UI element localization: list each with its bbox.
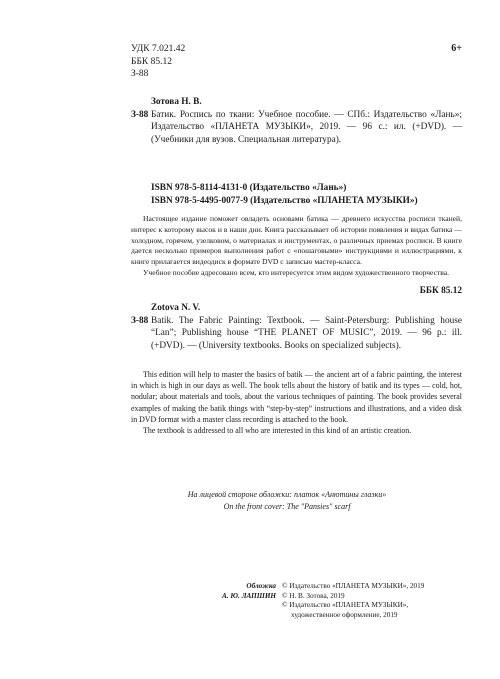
age-rating: 6+ xyxy=(451,43,462,54)
ru-bbk: ББК 85.12 xyxy=(419,286,462,296)
copyright-line: © Н. В. Зотова, 2019 xyxy=(282,591,345,600)
ru-author: Зотова Н. В. xyxy=(151,97,202,107)
copyright-line: © Издательство «ПЛАНЕТА МУЗЫКИ», xyxy=(282,601,409,610)
en-abstract-paragraph: This edition will help to master the basics of batik — the ancient art of a fabric painting, the interest in which is high in our days as well. The book tells about the history of batik and its types — cold, hot, nodular; about materials and tools, about the various techniques of painting. The book provides several examples of making the batik things with “step-by-step” instructions and illustrations, and a video disk in DVD format with a master class recording is attached to the book. xyxy=(131,370,462,424)
ru-description-line xyxy=(131,109,462,147)
copyright-line: художественное оформление, 2019 xyxy=(291,610,398,619)
credits-labels xyxy=(186,582,276,601)
udk-code: УДК 7.021.42 xyxy=(131,44,186,54)
isbn-block xyxy=(151,182,418,207)
bbk-code: ББК 85.12 xyxy=(131,56,172,67)
ru-abstract xyxy=(131,214,462,279)
credit-label: А. Ю. ЛАПШИН xyxy=(222,591,276,600)
en-entry-code: З-88 xyxy=(131,315,149,326)
ru-abstract-paragraph: Настоящее издание поможет овладеть основами батика — древнего искусства росписи тканей, интерес к которому высок и в наши дни. Книга рассказывает об истории появления и видах батика — холодном, горячем, узелковом, о материалах и инструментах, о различных приемах росписи. В книге дается несколько примеров выполнения работ с «пошаговыми» инструкциями и иллюстрациями, к книге прилагается видеодиск в формате DVD с записью мастер-класса. xyxy=(131,214,462,267)
en-abstract xyxy=(131,369,462,436)
en-description: Batik. The Fabric Painting: Textbook. — Saint-Petersburg: Publishing house “Lan”; Publishing house “THE PLANET OF MUSIC”, 2019. — 96 p.: ill. (+DVD). — (University textbooks. Books on specialized subjects). xyxy=(151,315,462,351)
classification-block xyxy=(131,43,185,81)
en-description-line xyxy=(131,315,462,353)
ru-entry-code: З-88 xyxy=(131,109,149,120)
en-author: Zotova N. V. xyxy=(151,303,201,313)
ru-bibliographic-entry xyxy=(131,96,462,146)
en-abstract-paragraph: The textbook is addressed to all who are interested in this kind of an artistic creation. xyxy=(143,426,412,436)
credit-label: Обложка xyxy=(246,582,276,590)
isbn-lan: ISBN 978-5-8114-4131-0 (Издательство «Лань») xyxy=(151,183,347,193)
copyright-notices xyxy=(282,582,482,620)
isbn-planet: ISBN 978-5-4495-0077-9 (Издательство «ПЛАНЕТА МУЗЫКИ») xyxy=(151,195,418,206)
copyright-line: © Издательство «ПЛАНЕТА МУЗЫКИ», 2019 xyxy=(282,582,425,590)
en-bibliographic-entry xyxy=(131,302,462,352)
ru-abstract-paragraph: Учебное пособие адресовано всем, кто интересуется этим видом художественного творчества. xyxy=(143,267,450,277)
cover-note-ru: На лицевой стороне обложки: платок «Анютины глазки» xyxy=(187,490,387,499)
author-code: З-88 xyxy=(131,69,149,79)
ru-description: Батик. Роспись по ткани: Учебное пособие. — СПб.: Издательство «Лань»; Издательство «ПЛАНЕТА МУЗЫКИ», 2019. — 96 с.: ил. (+DVD). — (Учебники для вузов. Специальная литература). xyxy=(151,109,462,145)
cover-note-en: On the front cover: The "Pansies" scarf xyxy=(223,502,351,511)
